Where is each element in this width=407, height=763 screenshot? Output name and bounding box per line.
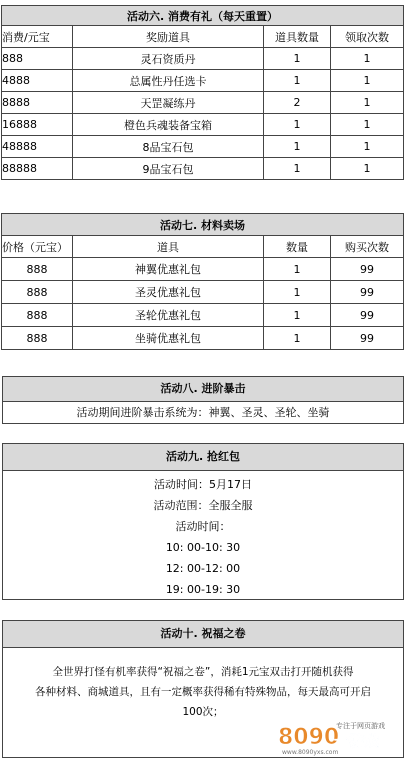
- section10-text-line: 全世界打怪有机率获得“祝福之卷”，消耗1元宝双击打开随机获得: [52, 666, 354, 678]
- section7-header-item: 道具: [73, 236, 264, 258]
- item-cell: 9品宝石包: [73, 158, 264, 180]
- section10-text-line: 100次；: [182, 706, 224, 718]
- logo-sub: 一游戏: [334, 732, 380, 750]
- table-row: [2, 327, 404, 350]
- table-row: [2, 114, 404, 136]
- section9-scope: 活动范围：全服全服: [153, 499, 253, 512]
- times-cell: 1: [331, 136, 404, 158]
- cost-cell: 4888: [2, 70, 73, 92]
- times-cell: 99: [331, 281, 404, 304]
- price-cell: 888: [2, 304, 73, 327]
- qty-cell: 1: [264, 114, 331, 136]
- table-row: [2, 70, 404, 92]
- section9-box: [2, 443, 404, 600]
- cost-cell: 8888: [2, 92, 73, 114]
- item-cell: 橙色兵魂装备宝箱: [73, 114, 264, 136]
- price-cell: 888: [2, 281, 73, 304]
- qty-cell: 1: [264, 281, 331, 304]
- qty-cell: 1: [264, 136, 331, 158]
- section8-text: 活动期间进阶暴击系统为：神翼、圣灵、圣轮、坐骑: [76, 406, 330, 419]
- table-row: [2, 136, 404, 158]
- section7-header-times: 购买次数: [331, 236, 404, 258]
- item-cell: 圣轮优惠礼包: [73, 304, 264, 327]
- section7-header-price: 价格（元宝）: [2, 236, 73, 258]
- qty-cell: 2: [264, 92, 331, 114]
- times-cell: 1: [331, 70, 404, 92]
- section6-header-item: 奖励道具: [73, 26, 264, 48]
- times-cell: 1: [331, 158, 404, 180]
- cost-cell: 88888: [2, 158, 73, 180]
- item-cell: 天罡凝练丹: [73, 92, 264, 114]
- section7-table: [1, 213, 404, 350]
- times-cell: 1: [331, 92, 404, 114]
- qty-cell: 1: [264, 327, 331, 350]
- cost-cell: 16888: [2, 114, 73, 136]
- cost-cell: 888: [2, 48, 73, 70]
- table-row: [2, 158, 404, 180]
- table-row: [2, 304, 404, 327]
- section6-title: 活动六. 消费有礼（每天重置）: [2, 6, 404, 26]
- cost-cell: 48888: [2, 136, 73, 158]
- table-row: [2, 258, 404, 281]
- qty-cell: 1: [264, 304, 331, 327]
- section8-title: 活动八. 进阶暴击: [3, 377, 403, 402]
- section8-box: [2, 376, 404, 424]
- item-cell: 8品宝石包: [73, 136, 264, 158]
- table-row: [2, 92, 404, 114]
- table-row: [2, 281, 404, 304]
- qty-cell: 1: [264, 48, 331, 70]
- price-cell: 888: [2, 258, 73, 281]
- logo-url: www.8090yxs.com: [282, 749, 339, 756]
- section9-title: 活动九. 抢红包: [3, 444, 403, 471]
- section9-time-heading: 活动时间：: [175, 520, 231, 533]
- section9-time: 活动时间：5月17日: [154, 478, 252, 491]
- times-cell: 1: [331, 48, 404, 70]
- section6-table: [1, 5, 404, 180]
- section6-header-times: 领取次数: [331, 26, 404, 48]
- section6-header-cost: 消费/元宝: [2, 26, 73, 48]
- times-cell: 99: [331, 304, 404, 327]
- logo-tagline: 专注于网页游戏: [336, 722, 385, 730]
- section6-header-qty: 道具数量: [264, 26, 331, 48]
- time-slot: 12: 00-12: 00: [165, 562, 241, 575]
- item-cell: 灵石资质丹: [73, 48, 264, 70]
- logo-graphic: [276, 717, 401, 757]
- times-cell: 99: [331, 258, 404, 281]
- item-cell: 坐骑优惠礼包: [73, 327, 264, 350]
- time-slot: 10: 00-10: 30: [165, 541, 241, 554]
- section7-header-qty: 数量: [264, 236, 331, 258]
- time-slot: 19: 00-19: 30: [165, 583, 241, 596]
- times-cell: 99: [331, 327, 404, 350]
- section10-text-line: 各种材料、商城道具，且有一定概率获得稀有特殊物品，每天最高可开启: [35, 686, 371, 698]
- table-row: [2, 48, 404, 70]
- item-cell: 总属性丹任选卡: [73, 70, 264, 92]
- qty-cell: 1: [264, 70, 331, 92]
- site-logo: [276, 717, 401, 757]
- section7-title: 活动七. 材料卖场: [2, 214, 404, 236]
- times-cell: 1: [331, 114, 404, 136]
- qty-cell: 1: [264, 158, 331, 180]
- qty-cell: 1: [264, 258, 331, 281]
- item-cell: 圣灵优惠礼包: [73, 281, 264, 304]
- section10-title: 活动十. 祝福之卷: [3, 621, 403, 648]
- logo-brand: 8090: [278, 725, 340, 750]
- item-cell: 神翼优惠礼包: [73, 258, 264, 281]
- price-cell: 888: [2, 327, 73, 350]
